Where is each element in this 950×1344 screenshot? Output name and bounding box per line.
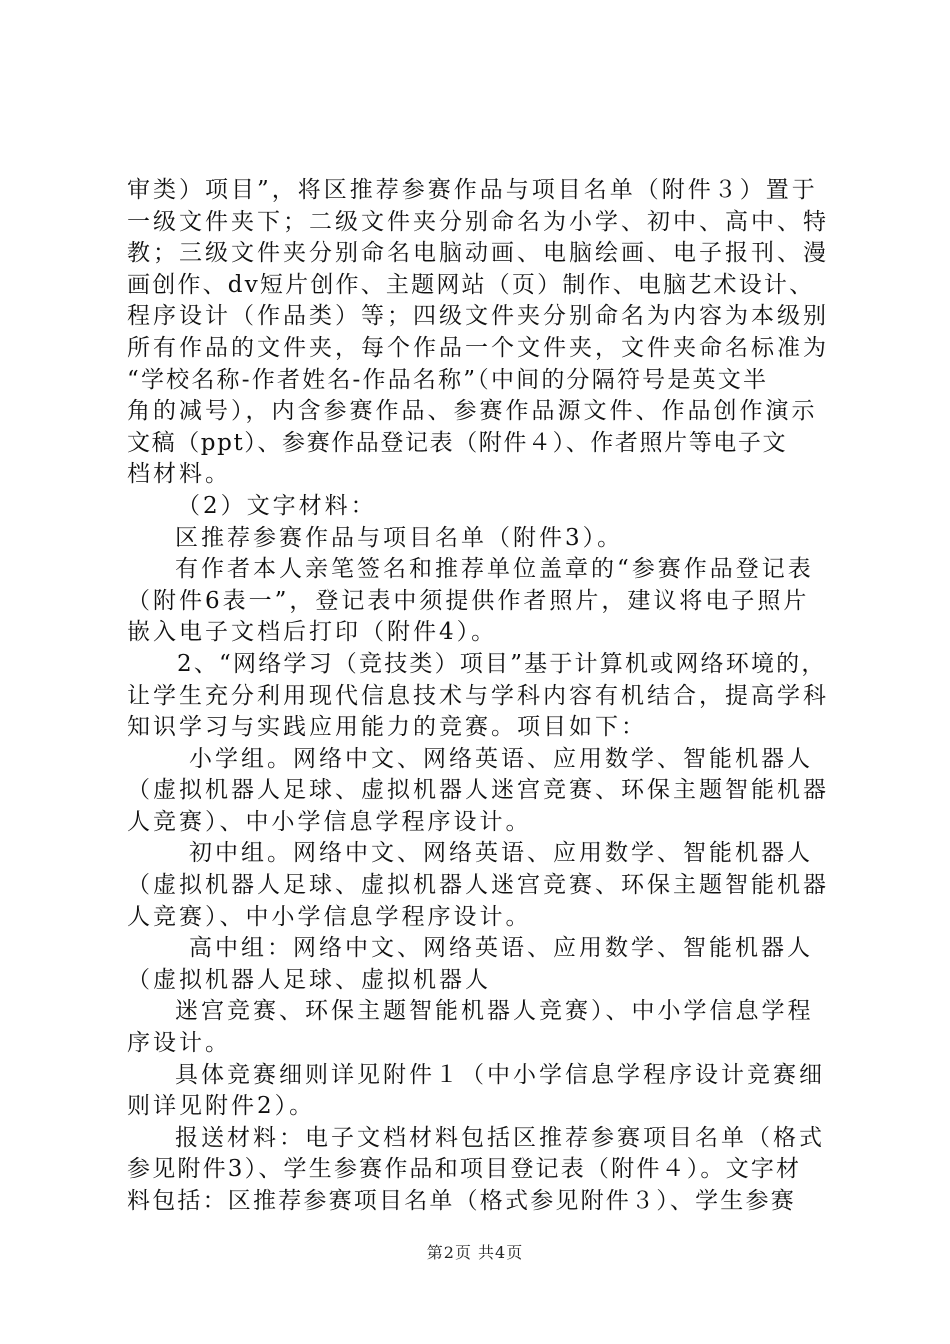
text-line: 报送材料：电子文档材料包括区推荐参赛项目名单（格式 [175,1124,825,1151]
text-line: 嵌入电子文档后打印（附件4）。 [127,619,498,646]
text-line: 档材料。 [127,461,231,488]
text-line: 人竞赛）、中小学信息学程序设计。 [127,903,532,930]
text-line: （虚拟机器人足球、虚拟机器人迷宫竞赛、环保主题智能机器 [127,872,829,899]
text-line: 区推荐参赛作品与项目名单（附件3）。 [175,524,624,551]
text-line: 画创作、dv短片创作、主题网站（页）制作、电脑艺术设计、 [127,271,815,298]
text-line: 有作者本人亲笔签名和推荐单位盖章的“参赛作品登记表 [175,556,814,583]
section-heading: 2、“网络学习（竞技类）项目”基于计算机或网络环境的， [177,650,827,677]
text-line: 教；三级文件夹分别命名电脑动画、电脑绘画、电子报刊、漫 [127,240,829,267]
text-line: 人竞赛）、中小学信息学程序设计。 [127,808,532,835]
text-line: 小学组。网络中文、网络英语、应用数学、智能机器人 [189,745,813,772]
text-line: 所有作品的文件夹，每个作品一个文件夹，文件夹命名标准为 [127,334,829,361]
text-line: 初中组。网络中文、网络英语、应用数学、智能机器人 [189,840,813,867]
text-line: 审类）项目”，将区推荐参赛作品与项目名单（附件３）置于 [127,177,818,203]
text-line: “学校名称-作者姓名-作品名称”（中间的分隔符号是英文半 [127,366,769,393]
text-line: 一级文件夹下；二级文件夹分别命名为小学、初中、高中、特 [127,208,829,235]
section-heading: （2）文字材料： [177,492,377,519]
text-line: 知识学习与实践应用能力的竞赛。项目如下： [127,714,647,741]
text-line: 程序设计（作品类）等；四级文件夹分别命名为内容为本级别 [127,303,829,330]
text-line: （虚拟机器人足球、虚拟机器人迷宫竞赛、环保主题智能机器 [127,777,829,804]
text-line: 具体竞赛细则详见附件１（中小学信息学程序设计竞赛细 [175,1061,825,1088]
text-line: （虚拟机器人足球、虚拟机器人 [127,966,491,993]
body-text [127,175,833,1218]
text-line: 则详见附件2）。 [127,1093,316,1120]
text-line: 文稿（ppt）、参赛作品登记表（附件４）、作者照片等电子文 [127,429,788,456]
page-number-footer: 第2页 共4页 [426,1243,524,1262]
text-line: （附件6表一”，登记表中须提供作者照片，建议将电子照片 [127,587,810,614]
text-line: 料包括：区推荐参赛项目名单（格式参见附件３）、学生参赛 [127,1188,796,1214]
text-line: 迷宫竞赛、环保主题智能机器人竞赛）、中小学信息学程 [175,998,814,1025]
text-line: 让学生充分利用现代信息技术与学科内容有机结合，提高学科 [127,682,829,709]
text-line: 序设计。 [127,1030,231,1057]
text-line: 参见附件3）、学生参赛作品和项目登记表（附件４）。文字材 [127,1156,802,1183]
text-line: 角的减号），内含参赛作品、参赛作品源文件、作品创作演示 [127,398,818,425]
text-line: 高中组：网络中文、网络英语、应用数学、智能机器人 [189,935,813,962]
